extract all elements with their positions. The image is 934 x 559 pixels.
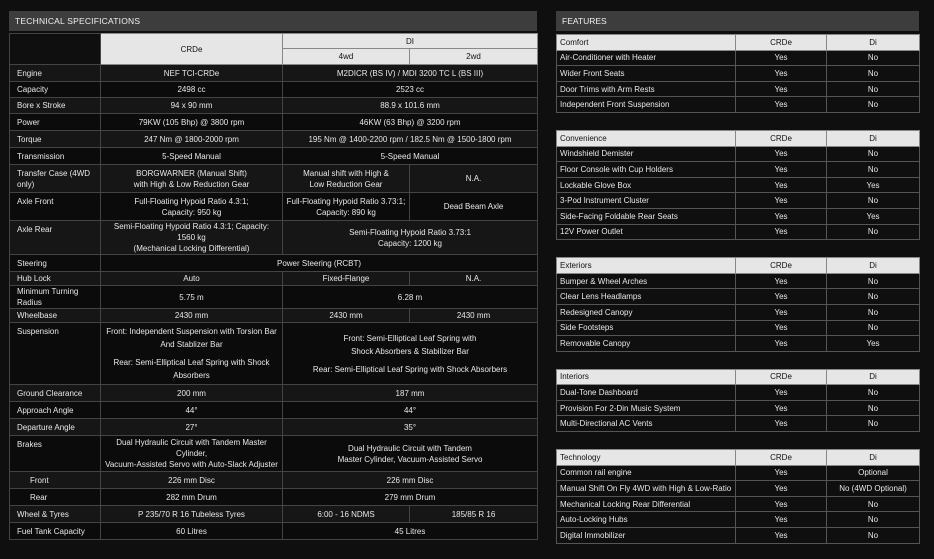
feature-crde-value: Yes	[736, 400, 827, 416]
wheelbase-crde: 2430 mm	[101, 309, 283, 323]
feature-crde-value: Yes	[736, 50, 827, 66]
row-engine	[10, 65, 538, 82]
feature-name: Digital Immobilizer	[557, 528, 736, 544]
fuel-crde: 60 Litres	[101, 523, 283, 540]
axle-rear-crde-line1: Semi-Floating Hypoid Ratio 4.3:1; Capacity: 1560 kg	[113, 222, 270, 242]
features-group-header	[557, 369, 920, 385]
feature-crde-value: Yes	[736, 320, 827, 336]
feature-row	[557, 193, 920, 209]
feature-row	[557, 465, 920, 481]
feature-row	[557, 208, 920, 224]
rear-di: 279 mm Drum	[283, 489, 538, 506]
brakes-di-line1: Dual Hydraulic Circuit with Tandem	[348, 443, 472, 453]
axle-rear-di-line2: Capacity: 1200 kg	[377, 238, 443, 248]
feature-name: Dual-Tone Dashboard	[557, 385, 736, 401]
axle-front-4wd-line1: Full-Floating Hypoid Ratio 3.73:1;	[286, 196, 406, 206]
axle-front-crde	[101, 193, 283, 221]
spec-table	[9, 33, 538, 540]
feature-crde-value: Yes	[736, 416, 827, 432]
feature-row	[557, 146, 920, 162]
hub-lock-crde: Auto	[101, 272, 283, 286]
feature-di-value: No	[827, 385, 920, 401]
row-capacity	[10, 82, 538, 98]
transmission-crde: 5-Speed Manual	[101, 148, 283, 165]
suspension-di-line2: Shock Absorbers & Stabilizer Bar	[351, 346, 469, 356]
transfer-crde-line1: BORGWARNER (Manual Shift)	[136, 168, 247, 178]
feature-crde-value: Yes	[736, 81, 827, 97]
features-technology-table	[556, 449, 920, 544]
feature-di-value: Yes	[827, 336, 920, 352]
feature-row	[557, 289, 920, 305]
row-approach-angle	[10, 402, 538, 419]
features-group-header	[557, 35, 920, 51]
feature-row	[557, 81, 920, 97]
label-departure-angle: Departure Angle	[10, 419, 101, 436]
feature-di-value: No	[827, 224, 920, 240]
label-wheelbase: Wheelbase	[10, 309, 101, 323]
transfer-crde	[101, 165, 283, 193]
feature-name: Wider Front Seats	[557, 66, 736, 82]
feature-name: 3-Pod Instrument Cluster	[557, 193, 736, 209]
power-crde: 79KW (105 Bhp) @ 3800 rpm	[101, 114, 283, 131]
feature-name: Auto-Locking Hubs	[557, 512, 736, 528]
axle-front-4wd-line2: Capacity: 890 kg	[316, 207, 376, 217]
label-brakes-front: Front	[10, 472, 101, 489]
features-col-crde: CRDe	[736, 450, 827, 466]
axle-front-crde-line1: Full-Floating Hypoid Ratio 4.3:1;	[134, 196, 249, 206]
wheels-4wd: 6:00 - 16 NDMS	[283, 506, 410, 523]
feature-crde-value: Yes	[736, 224, 827, 240]
row-transmission	[10, 148, 538, 165]
feature-name: Floor Console with Cup Holders	[557, 162, 736, 178]
feature-di-value: No	[827, 66, 920, 82]
brakes-crde-line2: Vacuum-Assisted Servo with Auto-Slack Adjuster	[105, 460, 278, 469]
feature-crde-value: Yes	[736, 208, 827, 224]
front-di: 226 mm Disc	[283, 472, 538, 489]
row-transfer-case	[10, 165, 538, 193]
features-col-di: Di	[827, 130, 920, 146]
label-turning-radius: Minimum Turning Radius	[10, 286, 101, 309]
hub-lock-4wd: Fixed-Flange	[283, 272, 410, 286]
label-transfer-case: Transfer Case (4WD only)	[10, 165, 101, 193]
axle-rear-di-line1: Semi-Floating Hypoid Ratio 3.73:1	[349, 227, 471, 237]
header-2wd: 2wd	[410, 49, 538, 65]
feature-di-value: No	[827, 162, 920, 178]
row-suspension	[10, 323, 538, 385]
capacity-crde: 2498 cc	[101, 82, 283, 98]
label-approach-angle: Approach Angle	[10, 402, 101, 419]
row-axle-rear	[10, 221, 538, 255]
torque-di: 195 Nm @ 1400-2200 rpm / 182.5 Nm @ 1500-1800 rpm	[283, 131, 538, 148]
header-di: DI	[283, 34, 538, 49]
brakes-crde-line1: Dual Hydraulic Circuit with Tandem Master Cylinder,	[116, 438, 267, 458]
feature-name: Removable Canopy	[557, 336, 736, 352]
features-group-header	[557, 258, 920, 274]
feature-crde-value: Yes	[736, 66, 827, 82]
label-bore-stroke: Bore x Stroke	[10, 98, 101, 114]
features-group-header	[557, 450, 920, 466]
feature-crde-value: Yes	[736, 177, 827, 193]
feature-row	[557, 224, 920, 240]
front-crde: 226 mm Disc	[101, 472, 283, 489]
feature-crde-value: Yes	[736, 289, 827, 305]
wheels-2wd: 185/85 R 16	[410, 506, 538, 523]
row-departure-angle	[10, 419, 538, 436]
features-convenience-table	[556, 130, 920, 240]
feature-name: Clear Lens Headlamps	[557, 289, 736, 305]
axle-rear-crde-line2: (Mechanical Locking Differential)	[133, 244, 250, 253]
turning-di: 6.28 m	[283, 286, 538, 309]
feature-crde-value: Yes	[736, 273, 827, 289]
departure-crde: 27°	[101, 419, 283, 436]
axle-rear-crde	[101, 221, 283, 255]
feature-di-value: No	[827, 81, 920, 97]
label-suspension: Suspension	[10, 323, 101, 385]
feature-name: Windshield Demister	[557, 146, 736, 162]
feature-name: Independent Front Suspension	[557, 97, 736, 113]
feature-row	[557, 336, 920, 352]
features-group-header	[557, 130, 920, 146]
feature-row	[557, 97, 920, 113]
feature-crde-value: Yes	[736, 304, 827, 320]
capacity-di: 2523 cc	[283, 82, 538, 98]
feature-name: Lockable Glove Box	[557, 177, 736, 193]
label-hub-lock: Hub Lock	[10, 272, 101, 286]
features-col-di: Di	[827, 258, 920, 274]
features-comfort-table	[556, 34, 920, 113]
row-turning-radius	[10, 286, 538, 309]
approach-di: 44°	[283, 402, 538, 419]
label-power: Power	[10, 114, 101, 131]
bore-di: 88.9 x 101.6 mm	[283, 98, 538, 114]
rear-crde: 282 mm Drum	[101, 489, 283, 506]
features-exteriors-table	[556, 257, 920, 352]
row-bore-stroke	[10, 98, 538, 114]
spec-title: TECHNICAL SPECIFICATIONS	[9, 11, 537, 31]
wheelbase-4wd: 2430 mm	[283, 309, 410, 323]
row-torque	[10, 131, 538, 148]
departure-di: 35°	[283, 419, 538, 436]
transfer-crde-line2: with High & Low Reduction Gear	[133, 179, 250, 189]
feature-crde-value: Yes	[736, 512, 827, 528]
features-group-name: Exteriors	[557, 258, 736, 274]
feature-di-value: No	[827, 512, 920, 528]
header-blank	[10, 34, 101, 65]
row-fuel-tank	[10, 523, 538, 540]
feature-row	[557, 528, 920, 544]
row-axle-front	[10, 193, 538, 221]
feature-row	[557, 320, 920, 336]
feature-name: Multi-Directional AC Vents	[557, 416, 736, 432]
transmission-di: 5-Speed Manual	[283, 148, 538, 165]
technical-specifications-panel	[9, 11, 537, 540]
feature-name: Side-Facing Foldable Rear Seats	[557, 208, 736, 224]
row-brakes-rear	[10, 489, 538, 506]
feature-crde-value: Yes	[736, 193, 827, 209]
suspension-crde-line2: And Stablizer Bar	[160, 340, 223, 349]
feature-row	[557, 66, 920, 82]
brakes-crde	[101, 436, 283, 472]
wheelbase-2wd: 2430 mm	[410, 309, 538, 323]
feature-di-value: Yes	[827, 208, 920, 224]
feature-di-value: No	[827, 320, 920, 336]
steering-all: Power Steering (RCBT)	[101, 255, 538, 272]
axle-front-crde-line2: Capacity: 950 kg	[161, 207, 222, 217]
wheels-crde: P 235/70 R 16 Tubeless Tyres	[101, 506, 283, 523]
label-engine: Engine	[10, 65, 101, 82]
row-wheelbase	[10, 309, 538, 323]
label-transmission: Transmission	[10, 148, 101, 165]
features-col-di: Di	[827, 35, 920, 51]
row-hub-lock	[10, 272, 538, 286]
feature-name: Redesigned Canopy	[557, 304, 736, 320]
feature-crde-value: Yes	[736, 162, 827, 178]
row-power	[10, 114, 538, 131]
spec-header-row	[10, 34, 538, 49]
features-col-di: Di	[827, 369, 920, 385]
feature-name: Provision For 2-Din Music System	[557, 400, 736, 416]
feature-crde-value: Yes	[736, 481, 827, 497]
features-col-crde: CRDe	[736, 35, 827, 51]
feature-crde-value: Yes	[736, 146, 827, 162]
feature-di-value: No	[827, 528, 920, 544]
hub-lock-2wd: N.A.	[410, 272, 538, 286]
label-axle-rear: Axle Rear	[10, 221, 101, 255]
feature-di-value: No	[827, 416, 920, 432]
feature-crde-value: Yes	[736, 97, 827, 113]
label-axle-front: Axle Front	[10, 193, 101, 221]
feature-di-value: No	[827, 97, 920, 113]
transfer-4wd-line2: Low Reduction Gear	[309, 179, 383, 189]
feature-row	[557, 50, 920, 66]
feature-crde-value: Yes	[736, 496, 827, 512]
feature-di-value: No	[827, 496, 920, 512]
suspension-di-line1: Front: Semi-Elliptical Leaf Spring with	[343, 333, 477, 343]
feature-di-value: Optional	[827, 465, 920, 481]
engine-di: M2DICR (BS IV) / MDI 3200 TC L (BS III)	[283, 65, 538, 82]
feature-di-value: Yes	[827, 177, 920, 193]
feature-crde-value: Yes	[736, 465, 827, 481]
label-torque: Torque	[10, 131, 101, 148]
feature-row	[557, 177, 920, 193]
feature-di-value: No	[827, 273, 920, 289]
engine-crde: NEF TCI-CRDe	[101, 65, 283, 82]
feature-row	[557, 304, 920, 320]
feature-name: Manual Shift On Fly 4WD with High & Low-Ratio	[557, 481, 736, 497]
feature-row	[557, 512, 920, 528]
header-crde: CRDe	[101, 34, 283, 65]
feature-di-value: No (4WD Optional)	[827, 481, 920, 497]
features-col-crde: CRDe	[736, 369, 827, 385]
transfer-2wd: N.A.	[410, 165, 538, 193]
header-4wd: 4wd	[283, 49, 410, 65]
transfer-4wd-line1: Manual shift with High &	[303, 168, 389, 178]
feature-name: Mechanical Locking Rear Differential	[557, 496, 736, 512]
suspension-crde-line1: Front: Independent Suspension with Torsion Bar	[106, 327, 277, 336]
fuel-di: 45 Litres	[283, 523, 538, 540]
features-col-crde: CRDe	[736, 258, 827, 274]
feature-di-value: No	[827, 304, 920, 320]
feature-name: 12V Power Outlet	[557, 224, 736, 240]
features-group-name: Technology	[557, 450, 736, 466]
feature-di-value: No	[827, 289, 920, 305]
feature-crde-value: Yes	[736, 336, 827, 352]
approach-crde: 44°	[101, 402, 283, 419]
ground-crde: 200 mm	[101, 385, 283, 402]
brakes-di-line2: Master Cylinder, Vacuum-Assisted Servo	[337, 454, 483, 464]
label-fuel-tank: Fuel Tank Capacity	[10, 523, 101, 540]
axle-rear-di	[283, 221, 538, 255]
label-brakes: Brakes	[10, 436, 101, 472]
feature-row	[557, 496, 920, 512]
row-brakes	[10, 436, 538, 472]
feature-row	[557, 481, 920, 497]
feature-row	[557, 400, 920, 416]
feature-di-value: No	[827, 400, 920, 416]
feature-row	[557, 416, 920, 432]
ground-di: 187 mm	[283, 385, 538, 402]
features-group-name: Convenience	[557, 130, 736, 146]
feature-crde-value: Yes	[736, 385, 827, 401]
suspension-crde-line3: Rear: Semi-Elliptical Leaf Spring with Shock Absorbers	[113, 358, 270, 380]
label-ground-clearance: Ground Clearance	[10, 385, 101, 402]
features-col-crde: CRDe	[736, 130, 827, 146]
suspension-di	[283, 323, 538, 385]
turning-crde: 5.75 m	[101, 286, 283, 309]
power-di: 46KW (63 Bhp) @ 3200 rpm	[283, 114, 538, 131]
feature-row	[557, 385, 920, 401]
row-brakes-front	[10, 472, 538, 489]
feature-name: Common rail engine	[557, 465, 736, 481]
features-title: FEATURES	[556, 11, 919, 31]
suspension-crde	[101, 323, 283, 385]
feature-name: Side Footsteps	[557, 320, 736, 336]
bore-crde: 94 x 90 mm	[101, 98, 283, 114]
feature-name: Door Trims with Arm Rests	[557, 81, 736, 97]
feature-row	[557, 273, 920, 289]
row-ground-clearance	[10, 385, 538, 402]
torque-crde: 247 Nm @ 1800-2000 rpm	[101, 131, 283, 148]
row-wheels-tyres	[10, 506, 538, 523]
features-group-name: Interiors	[557, 369, 736, 385]
features-group-name: Comfort	[557, 35, 736, 51]
feature-crde-value: Yes	[736, 528, 827, 544]
features-interiors-table	[556, 369, 920, 432]
feature-di-value: No	[827, 193, 920, 209]
label-capacity: Capacity	[10, 82, 101, 98]
features-col-di: Di	[827, 450, 920, 466]
features-panel	[556, 11, 919, 559]
axle-front-2wd: Dead Beam Axle	[410, 193, 538, 221]
feature-di-value: No	[827, 146, 920, 162]
label-wheels-tyres: Wheel & Tyres	[10, 506, 101, 523]
axle-front-4wd	[283, 193, 410, 221]
label-brakes-rear: Rear	[10, 489, 101, 506]
brakes-di	[283, 436, 538, 472]
feature-name: Bumper & Wheel Arches	[557, 273, 736, 289]
feature-groups	[556, 34, 919, 544]
suspension-di-line3: Rear: Semi-Elliptical Leaf Spring with Shock Absorbers	[312, 364, 508, 374]
label-steering: Steering	[10, 255, 101, 272]
row-steering	[10, 255, 538, 272]
transfer-4wd	[283, 165, 410, 193]
feature-row	[557, 162, 920, 178]
feature-name: Air-Conditioner with Heater	[557, 50, 736, 66]
feature-di-value: No	[827, 50, 920, 66]
